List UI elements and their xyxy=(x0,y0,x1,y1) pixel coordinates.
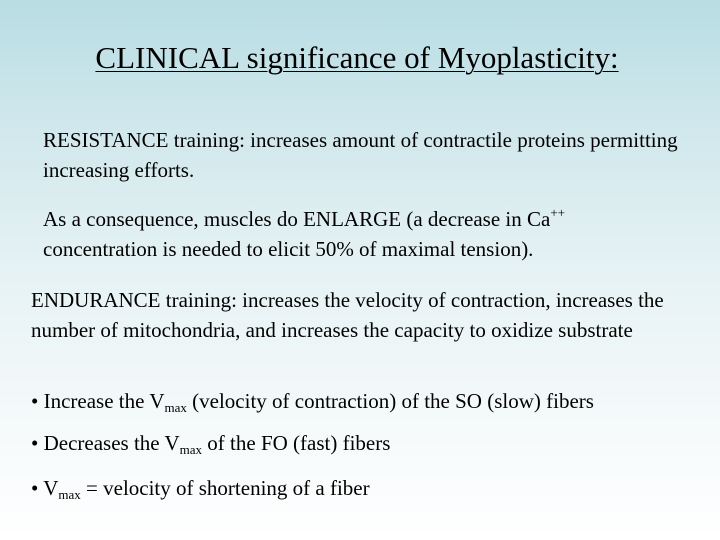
bullet-text-start: • V xyxy=(31,476,59,500)
endurance-training-text: : increases the velocity of contraction, increases the number of mitochondria, and increases the capacity to oxidize substrate xyxy=(31,288,664,342)
resistance-training-text: : increases amount of contractile proteins permitting increasing efforts. xyxy=(43,128,678,182)
max-subscript: max xyxy=(179,442,203,457)
bullet-text-start: • Decreases the V xyxy=(31,431,180,455)
max-subscript: max xyxy=(58,487,81,502)
consequence-text-start: As a consequence, muscles do ENLARGE (a decrease in Ca xyxy=(43,207,551,231)
consequence-text-end: concentration is needed to elicit 50% of maximal tension). xyxy=(43,237,534,261)
slide-title: CLINICAL significance of Myoplasticity: xyxy=(95,40,619,75)
max-subscript: max xyxy=(164,400,187,415)
endurance-training-paragraph xyxy=(31,285,701,345)
consequence-paragraph xyxy=(43,198,683,264)
bullet-text-end: = velocity of shortening of a fiber xyxy=(80,476,370,500)
bullet-text-end: (velocity of contraction) of the SO (slow) fibers xyxy=(186,389,594,413)
bullet-vmax-definition xyxy=(31,473,370,510)
bullet-vmax-increase xyxy=(31,386,594,423)
bullet-text-end: of the FO (fast) fibers xyxy=(202,431,391,455)
calcium-charge-superscript: ++ xyxy=(550,205,565,220)
endurance-training-term: ENDURANCE training xyxy=(31,288,232,312)
resistance-training-term: RESISTANCE training xyxy=(43,128,240,152)
bullet-vmax-decrease xyxy=(31,428,390,465)
resistance-training-paragraph xyxy=(43,125,683,185)
bullet-text-start: • Increase the V xyxy=(31,389,165,413)
